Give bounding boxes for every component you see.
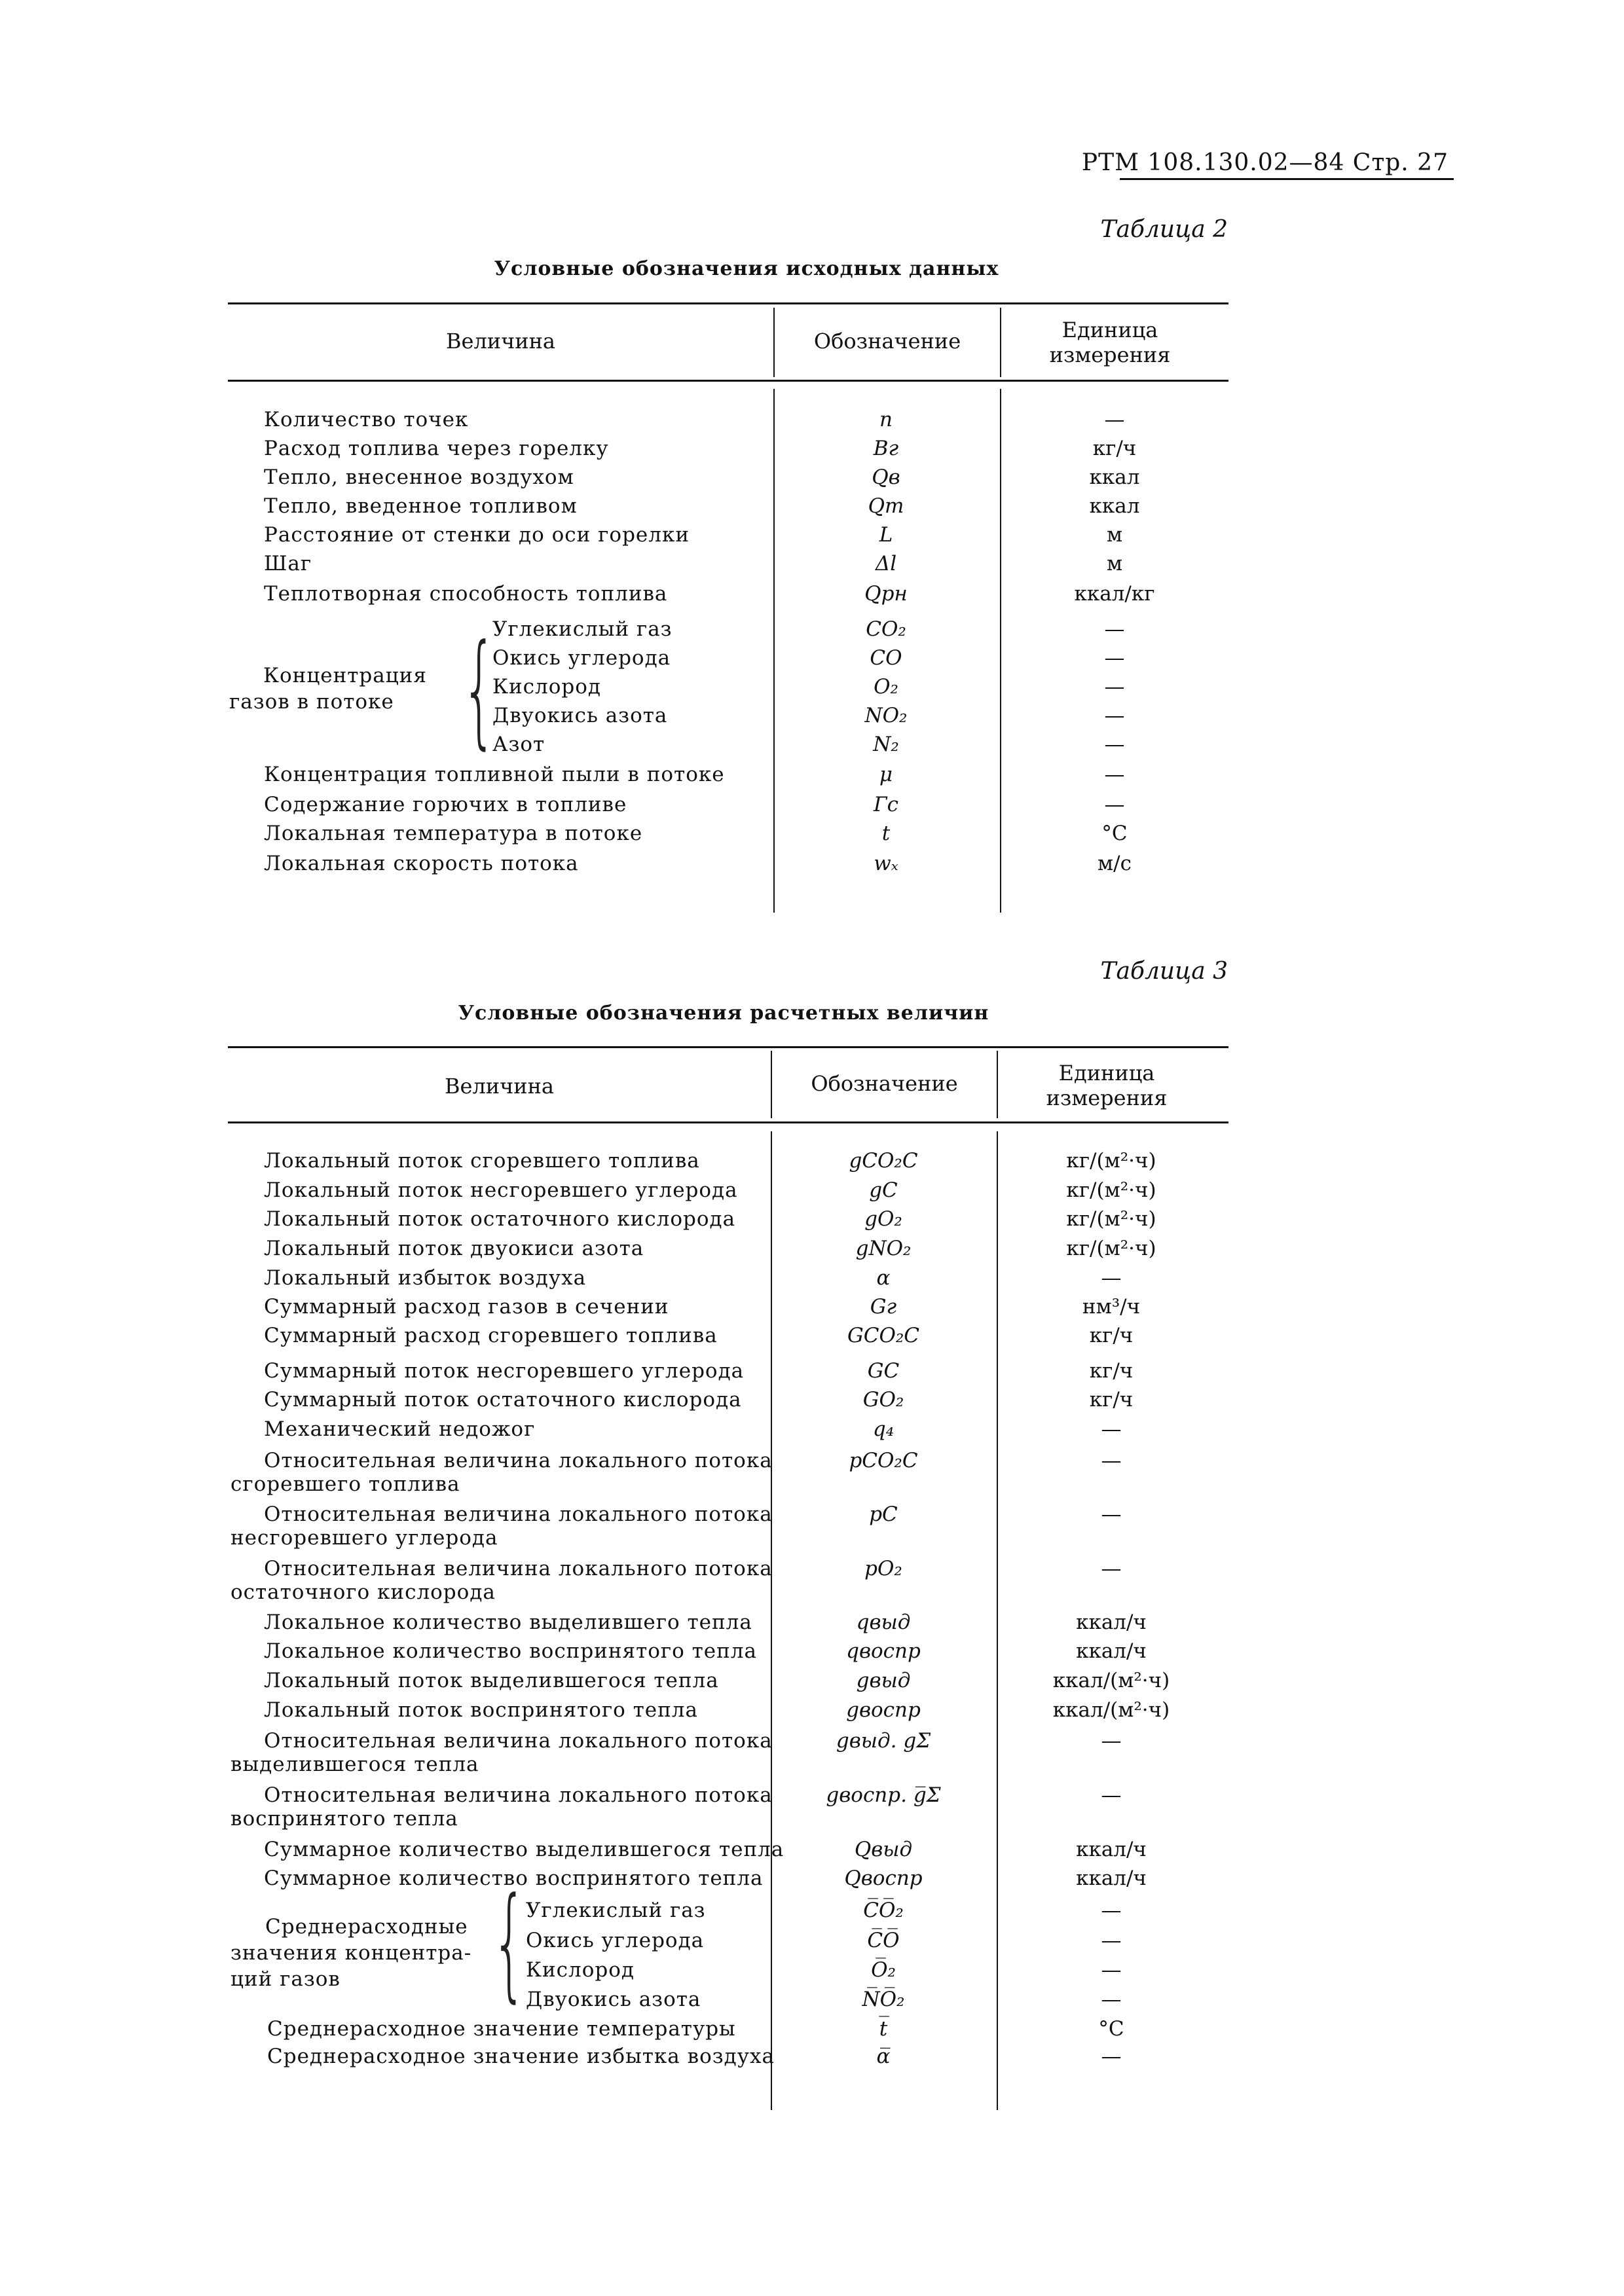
table3-row-name: Суммарный поток остаточного кислорода [264,1388,742,1412]
table3-row-name: Относительная величина локального потока [264,1503,773,1526]
table3-row-unit: — [1101,1899,1122,1922]
page-header: РТМ 108.130.02—84 Стр. 27 [1081,149,1449,176]
table2-row-unit: ккал [1089,494,1140,518]
table2-row [0,433,1624,464]
table3-row-symbol: pO₂ [864,1557,902,1580]
table2-row [0,729,1624,759]
table2-row-unit: — [1104,793,1125,816]
table3-row-unit: кг/(м²·ч) [1066,1237,1156,1260]
table3-group-label-3: ций газов [231,1967,341,1991]
table3-row [0,1446,1624,1496]
table3-row-symbol: gвоспр [846,1698,921,1722]
table3-row [0,1356,1624,1386]
table2-top-rule [228,302,1228,304]
table2-row-unit: м/с [1098,852,1132,875]
table3-row-unit: ккал/(м²·ч) [1052,1698,1170,1722]
table3-row-symbol: GC [867,1359,900,1383]
table2-row-unit: ккал [1089,465,1140,489]
table2-row [0,759,1624,790]
table3-row [0,1414,1624,1444]
table2-row [0,790,1624,820]
table2-row-unit: м [1106,552,1123,575]
table2-header-rule [228,380,1228,382]
table3-row-name: Кислород [526,1958,635,1982]
table2-row-name: Тепло, внесенное воздухом [264,465,574,489]
table2-row-unit: кг/ч [1092,437,1137,460]
table3-row-name: Локальный поток остаточного кислорода [264,1207,736,1231]
table2-row-symbol: n [879,408,893,431]
table2-row-symbol: wₓ [874,852,898,875]
table3-row [0,1204,1624,1234]
table3-row [0,1863,1624,1893]
table2-row-symbol: NO₂ [864,704,908,727]
table3-row [0,1175,1624,1205]
table2-row-name: Теплотворная способность топлива [264,582,668,606]
table3-row-symbol: α [876,1266,891,1290]
table3-group-brace: { [491,1871,527,2014]
table3-row-name-cont: остаточного кислорода [231,1580,496,1604]
table3-row-symbol: Gг [870,1295,897,1319]
table3-row [0,1146,1624,1176]
table3-row [0,1895,1624,1925]
table2-row-unit: — [1104,408,1125,431]
table2-row-name: Локальная температура в потоке [264,822,643,845]
table3-row-symbol: Qвыд [854,1838,913,1861]
table3-row-symbol: gвыд. gΣ [836,1729,931,1753]
table2-col-unit: Единица измерения [1049,318,1171,367]
table2-row-unit: — [1104,646,1125,670]
table3-row-unit: ккал/ч [1076,1867,1147,1890]
table3-group-label-2: значения концентра- [231,1941,472,1965]
table3-row-unit: — [1101,1449,1122,1472]
table3-row-unit: нм³/ч [1082,1295,1141,1319]
table2-row [0,614,1624,644]
table3-row-symbol: C̅O̅₂ [863,1899,904,1922]
table3-number: Таблица 3 [1100,958,1228,985]
table2-row-unit: — [1104,733,1125,756]
table2-row-name: Азот [492,733,545,756]
table3-row-name: Суммарный поток несгоревшего углерода [264,1359,745,1383]
table3-row-unit: — [1101,1958,1122,1982]
table3-row-name: Локальное количество выделившего тепла [264,1611,752,1634]
table3-row-unit: ккал/ч [1076,1639,1147,1663]
table2-row-name: Кислород [492,675,601,699]
table3-row-name: Локальный поток воспринятого тепла [264,1698,698,1722]
table3-row-unit: ккал/(м²·ч) [1052,1669,1170,1692]
table2-row [0,491,1624,521]
table3-row-symbol: GO₂ [862,1388,904,1412]
header-underline [1120,178,1454,180]
table3-row [0,1385,1624,1415]
table3-row-name: Двуокись азота [526,1988,701,2011]
table3-row-symbol: q₄ [872,1417,895,1441]
table2-row-name: Шаг [264,552,312,575]
table3-row-unit: ккал/ч [1076,1838,1147,1861]
table3-row-symbol: gвоспр. g̅Σ [826,1783,941,1807]
table3-top-rule [228,1046,1228,1048]
table3-row-symbol: qвоспр [846,1639,921,1663]
table3-header-rule [228,1121,1228,1123]
table3-row-symbol: N̅O̅₂ [862,1988,905,2011]
table2-col-name: Величина [446,329,555,354]
table2-row-symbol: Qрн [864,582,908,606]
table3-row [0,1726,1624,1776]
table3-row-unit: кг/ч [1089,1359,1134,1383]
table3-row-name: Относительная величина локального потока [264,1729,773,1753]
table2-row-unit: — [1104,617,1125,641]
table2-row-symbol: Qт [868,494,904,518]
table3-group-label-1: Среднерасходные [265,1915,468,1939]
table3-row [0,1554,1624,1604]
table3-row-name: Локальный поток выделившегося тепла [264,1669,719,1692]
table2-number: Таблица 2 [1100,216,1228,243]
table3-row [0,2041,1624,2071]
table3-row-name: Локальный поток сгоревшего топлива [264,1149,700,1173]
table3-row-name: Суммарный расход сгоревшего топлива [264,1324,718,1347]
table3-row-name: Углекислый газ [526,1899,706,1922]
table2-row-symbol: CO [870,646,902,670]
table3-row [0,1263,1624,1293]
table2-row-name: Углекислый газ [492,617,673,641]
table2-row-name: Концентрация топливной пыли в потоке [264,763,725,786]
table3-row-unit: — [1101,1417,1122,1441]
table3-row [0,2014,1624,2044]
table3-row-symbol: t̅ [879,2017,888,2041]
table3-row-symbol: C̅O̅ [867,1929,900,1952]
table2-group-label-1: Концентрация [263,664,427,687]
table2-row-name: Расход топлива через горелку [264,437,609,460]
table2-row [0,643,1624,673]
table3-row-unit: — [1101,1729,1122,1753]
table2-row-unit: — [1104,763,1125,786]
table3-row-unit: — [1101,1557,1122,1580]
table3-row-unit: — [1101,1988,1122,2011]
table3-row-name: Локальный поток двуокиси азота [264,1237,644,1260]
table2-row-name: Содержание горючих в топливе [264,793,627,816]
table2-row-symbol: L [879,523,893,547]
table3-title: Условные обозначения расчетных величин [458,1002,989,1025]
table2-row [0,462,1624,492]
table3-col-name: Величина [445,1074,554,1099]
table3-row-unit: — [1101,1266,1122,1290]
table3-row-unit: кг/(м²·ч) [1066,1149,1156,1173]
table3-row [0,1695,1624,1725]
table2-row-name: Локальная скорость потока [264,852,579,875]
table3-row-name-cont: сгоревшего топлива [231,1472,460,1496]
table3-row-name: Локальное количество воспринятого тепла [264,1639,757,1663]
table2-row-unit: ккал/кг [1074,582,1155,606]
table3-row-symbol: O̅₂ [871,1958,896,1982]
table3-row [0,1292,1624,1322]
table2-row-unit: — [1104,675,1125,699]
table3-row-name: Суммарное количество воспринятого тепла [264,1867,764,1890]
table3-row-unit: — [1101,1783,1122,1807]
table3-row [0,1233,1624,1264]
table2-row-symbol: Bг [873,437,899,460]
table2-row-unit: °C [1101,822,1128,845]
table3-row [0,1499,1624,1550]
table2-row-name: Окись углерода [492,646,671,670]
table3-row-name: Среднерасходное значение избытка воздуха [267,2045,775,2068]
table3-row-name-cont: несгоревшего углерода [231,1526,498,1550]
table3-row-name: Среднерасходное значение температуры [267,2017,736,2041]
table3-row-symbol: gCO₂C [849,1149,918,1173]
table3-col-unit: Единица измерения [1046,1061,1168,1110]
table3-row-symbol: gC [869,1178,898,1202]
table3-row [0,1666,1624,1696]
table3-row [0,1834,1624,1865]
table2-row-symbol: N₂ [873,733,899,756]
table3-row-name: Локальный избыток воздуха [264,1266,587,1290]
table2-row-name: Расстояние от стенки до оси горелки [264,523,690,547]
table3-row-unit: — [1101,1503,1122,1526]
table3-row-name: Окись углерода [526,1929,705,1952]
table3-row-symbol: α̅ [876,2045,891,2068]
table2-row [0,579,1624,609]
table3-row-unit: кг/ч [1089,1388,1134,1412]
table3-row-unit: ккал/ч [1076,1611,1147,1634]
table3-row-name: Суммарный расход газов в сечении [264,1295,669,1319]
table2-row [0,520,1624,550]
table2-row [0,549,1624,579]
table3-row-unit: кг/ч [1089,1324,1134,1347]
table3-row-symbol: gвыд [856,1669,911,1692]
table2-col-symbol: Обозначение [813,329,961,354]
table3-row-name: Относительная величина локального потока [264,1449,773,1472]
table2-header-divider-2 [1000,308,1001,377]
table2-row-symbol: O₂ [874,675,898,699]
table3-row-name: Локальный поток несгоревшего углерода [264,1178,738,1202]
table3-row-name: Относительная величина локального потока [264,1783,773,1807]
table3-row-symbol: gO₂ [864,1207,902,1231]
table3-row [0,1321,1624,1351]
table2-row-symbol: Qв [872,465,900,489]
table3-row-name-cont: воспринятого тепла [231,1807,458,1831]
table3-col-symbol: Обозначение [811,1071,958,1096]
table2-row-symbol: t [881,822,891,845]
table3-row-symbol: pCO₂C [849,1449,918,1472]
table3-row-name: Механический недожог [264,1417,536,1441]
table3-row [0,1607,1624,1637]
table3-row-symbol: Qвоспр [844,1867,923,1890]
table2-row [0,405,1624,435]
table3-row-unit: — [1101,1929,1122,1952]
table2-row-symbol: Гс [874,793,898,816]
table3-row-name: Относительная величина локального потока [264,1557,773,1580]
table2-row-unit: м [1106,523,1123,547]
table2-row-symbol: CO₂ [866,617,906,641]
table2-row-name: Количество точек [264,408,469,431]
table2-row [0,848,1624,879]
table3-row-unit: — [1101,2045,1122,2068]
table2-group-label-2: газов в потоке [229,690,394,714]
table3-row [0,1636,1624,1666]
table3-row-name-cont: выделившегося тепла [231,1753,479,1776]
table3-row-symbol: gNO₂ [855,1237,912,1260]
table3-row-symbol: qвыд [856,1611,911,1634]
table3-row-unit: кг/(м²·ч) [1066,1207,1156,1231]
table2-title: Условные обозначения исходных данных [494,257,999,280]
table3-row-name: Суммарное количество выделившегося тепла [264,1838,784,1861]
table2-row-name: Тепло, введенное топливом [264,494,578,518]
table3-header-divider-2 [997,1051,998,1118]
table2-row-symbol: μ [879,763,893,786]
table2-row-symbol: Δl [875,552,897,575]
table2-row-unit: — [1104,704,1125,727]
table3-row-unit: кг/(м²·ч) [1066,1178,1156,1202]
table2-group-brace: { [461,618,497,761]
table3-row-symbol: pC [869,1503,898,1526]
table3-row-unit: °C [1098,2017,1124,2041]
table3-row [0,1780,1624,1831]
table3-row-symbol: GCO₂C [847,1324,920,1347]
table2-row [0,818,1624,848]
table2-row-name: Двуокись азота [492,704,668,727]
